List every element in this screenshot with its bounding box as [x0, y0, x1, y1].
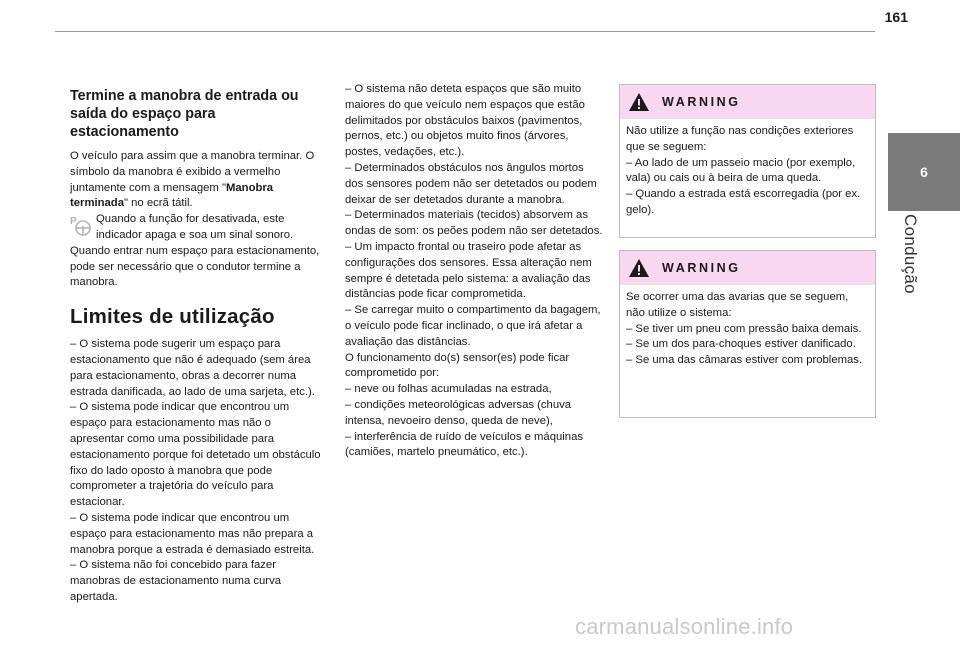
- warning-line: Se ocorrer uma das avarias que se seguem, não utilize o sistema:: [626, 291, 849, 319]
- warning-line: – Ao lado de um passeio macio (por exemplo, vala) ou cais ou à beira de uma queda.: [626, 156, 856, 185]
- warning-title: WARNING: [662, 95, 741, 109]
- warning-line: – Se uma das câmaras estiver com problemas.: [626, 354, 863, 367]
- page-number: 161: [884, 9, 908, 25]
- left-column: [70, 87, 324, 606]
- chapter-tab: [888, 133, 960, 211]
- svg-text:P: P: [70, 216, 77, 228]
- warning-triangle-icon: [628, 258, 650, 278]
- maneuver-end-heading: Termine a manobra de entrada ou saída do espaço para estacionamento: [70, 88, 299, 140]
- warning-line: – Se um dos para-choques estiver danificado.: [626, 338, 856, 351]
- chapter-tab-label: Condução: [901, 214, 920, 294]
- limit-item: – O sistema pode indicar que encontrou um espaço para estacionamento mas não prepara a manobra porque a estrada é demasiado estreita.: [70, 511, 315, 556]
- warning-header: [620, 251, 875, 285]
- condition-item: – neve ou folhas acumuladas na estrada,: [345, 383, 552, 396]
- condition-item: – condições meteorológicas adversas (chuva intensa, nevoeiro denso, queda de neve),: [345, 398, 572, 427]
- chapter-tab-number: 6: [920, 164, 928, 180]
- limit-item: – O sistema não deteta espaços que são muito maiores do que veículo nem espaços que estão delimitados por obstáculos baixos (pavimentos, pernos, etc.) ou objetos muito finos (árvores, postes, vedações, etc.).: [345, 83, 585, 159]
- warning-title: WARNING: [662, 261, 741, 275]
- limit-item: – Um impacto frontal ou traseiro pode afetar as configurações dos sensores. Essa alteração nem sempre é detetada pelo sistema: a avaliação das distâncias pode ficar comprometida.: [345, 240, 592, 301]
- warning-line: Não utilize a função nas condições exteriores que se seguem:: [626, 125, 854, 153]
- indicator-text: Quando a função for desativada, este indicador apaga e soa um sinal sonoro.: [96, 213, 294, 241]
- limit-item: – O sistema não foi concebido para fazer manobras de estacionamento numa curva apertada.: [70, 559, 281, 603]
- indicator-paragraph: [70, 212, 324, 244]
- warning-box-malfunctions: [619, 250, 876, 418]
- warning-box-exterior-conditions: [619, 84, 876, 238]
- paragraph-text-end: " no ecrã tátil.: [124, 197, 193, 210]
- maneuver-end-paragraph: [70, 149, 324, 212]
- limit-item: – O sistema pode sugerir um espaço para estacionamento que não é adequado (sem área para estacionamento, obras a decorrer numa estrada danificada, ao lado de uma sarjeta, etc.).: [70, 338, 315, 398]
- limit-item: – Se carregar muito o compartimento da bagagem, o veículo pode ficar inclinado, o que irá afetar a avaliação das distâncias.: [345, 304, 601, 348]
- limit-item: – Determinados obstáculos nos ângulos mortos dos sensores podem não ser detetados ou podem deixar de ser detetados durante a manobra.: [345, 161, 597, 206]
- section-title: Limites de utilização: [70, 305, 275, 329]
- paragraph-text: O veículo para assim que a manobra terminar. O símbolo da manobra é exibido a vermelho juntamente com a mensagem ": [70, 150, 315, 194]
- warning-line: – Quando a estrada está escorregadia (por ex. gelo).: [626, 188, 861, 216]
- header-divider: [55, 31, 875, 32]
- warning-header: [620, 85, 875, 119]
- warning-body: [620, 119, 875, 219]
- warning-triangle-icon: [628, 92, 650, 112]
- limit-item: – O sistema pode indicar que encontrou um espaço para estacionamento mas não o apresentar como uma possibilidade para estacionamento porque foi detetado um obstáculo fixo do lado oposto à manobra que pode comprometer a trajetória do veículo para estacionar.: [70, 401, 321, 509]
- warning-body: [620, 285, 875, 369]
- middle-column: [345, 82, 603, 461]
- sensor-conditions-intro: O funcionamento do(s) sensor(es) pode ficar comprometido por:: [345, 351, 570, 380]
- watermark: carmanualsonline.info: [575, 614, 794, 639]
- warning-line: – Se tiver um pneu com pressão baixa demais.: [626, 322, 862, 335]
- condition-item: – interferência de ruído de veículos e máquinas (camiões, martelo pneumático, etc.).: [345, 430, 584, 459]
- driver-finish-paragraph: Quando entrar num espaço para estacionamento, pode ser necessário que o condutor termine a manobra.: [70, 244, 320, 289]
- limit-item: – Determinados materiais (tecidos) absorvem as ondas de som: os peões podem não ser detetados.: [345, 209, 603, 238]
- park-assist-steering-icon: [70, 214, 92, 236]
- maneuver-done-message: Manobra terminada: [70, 181, 274, 210]
